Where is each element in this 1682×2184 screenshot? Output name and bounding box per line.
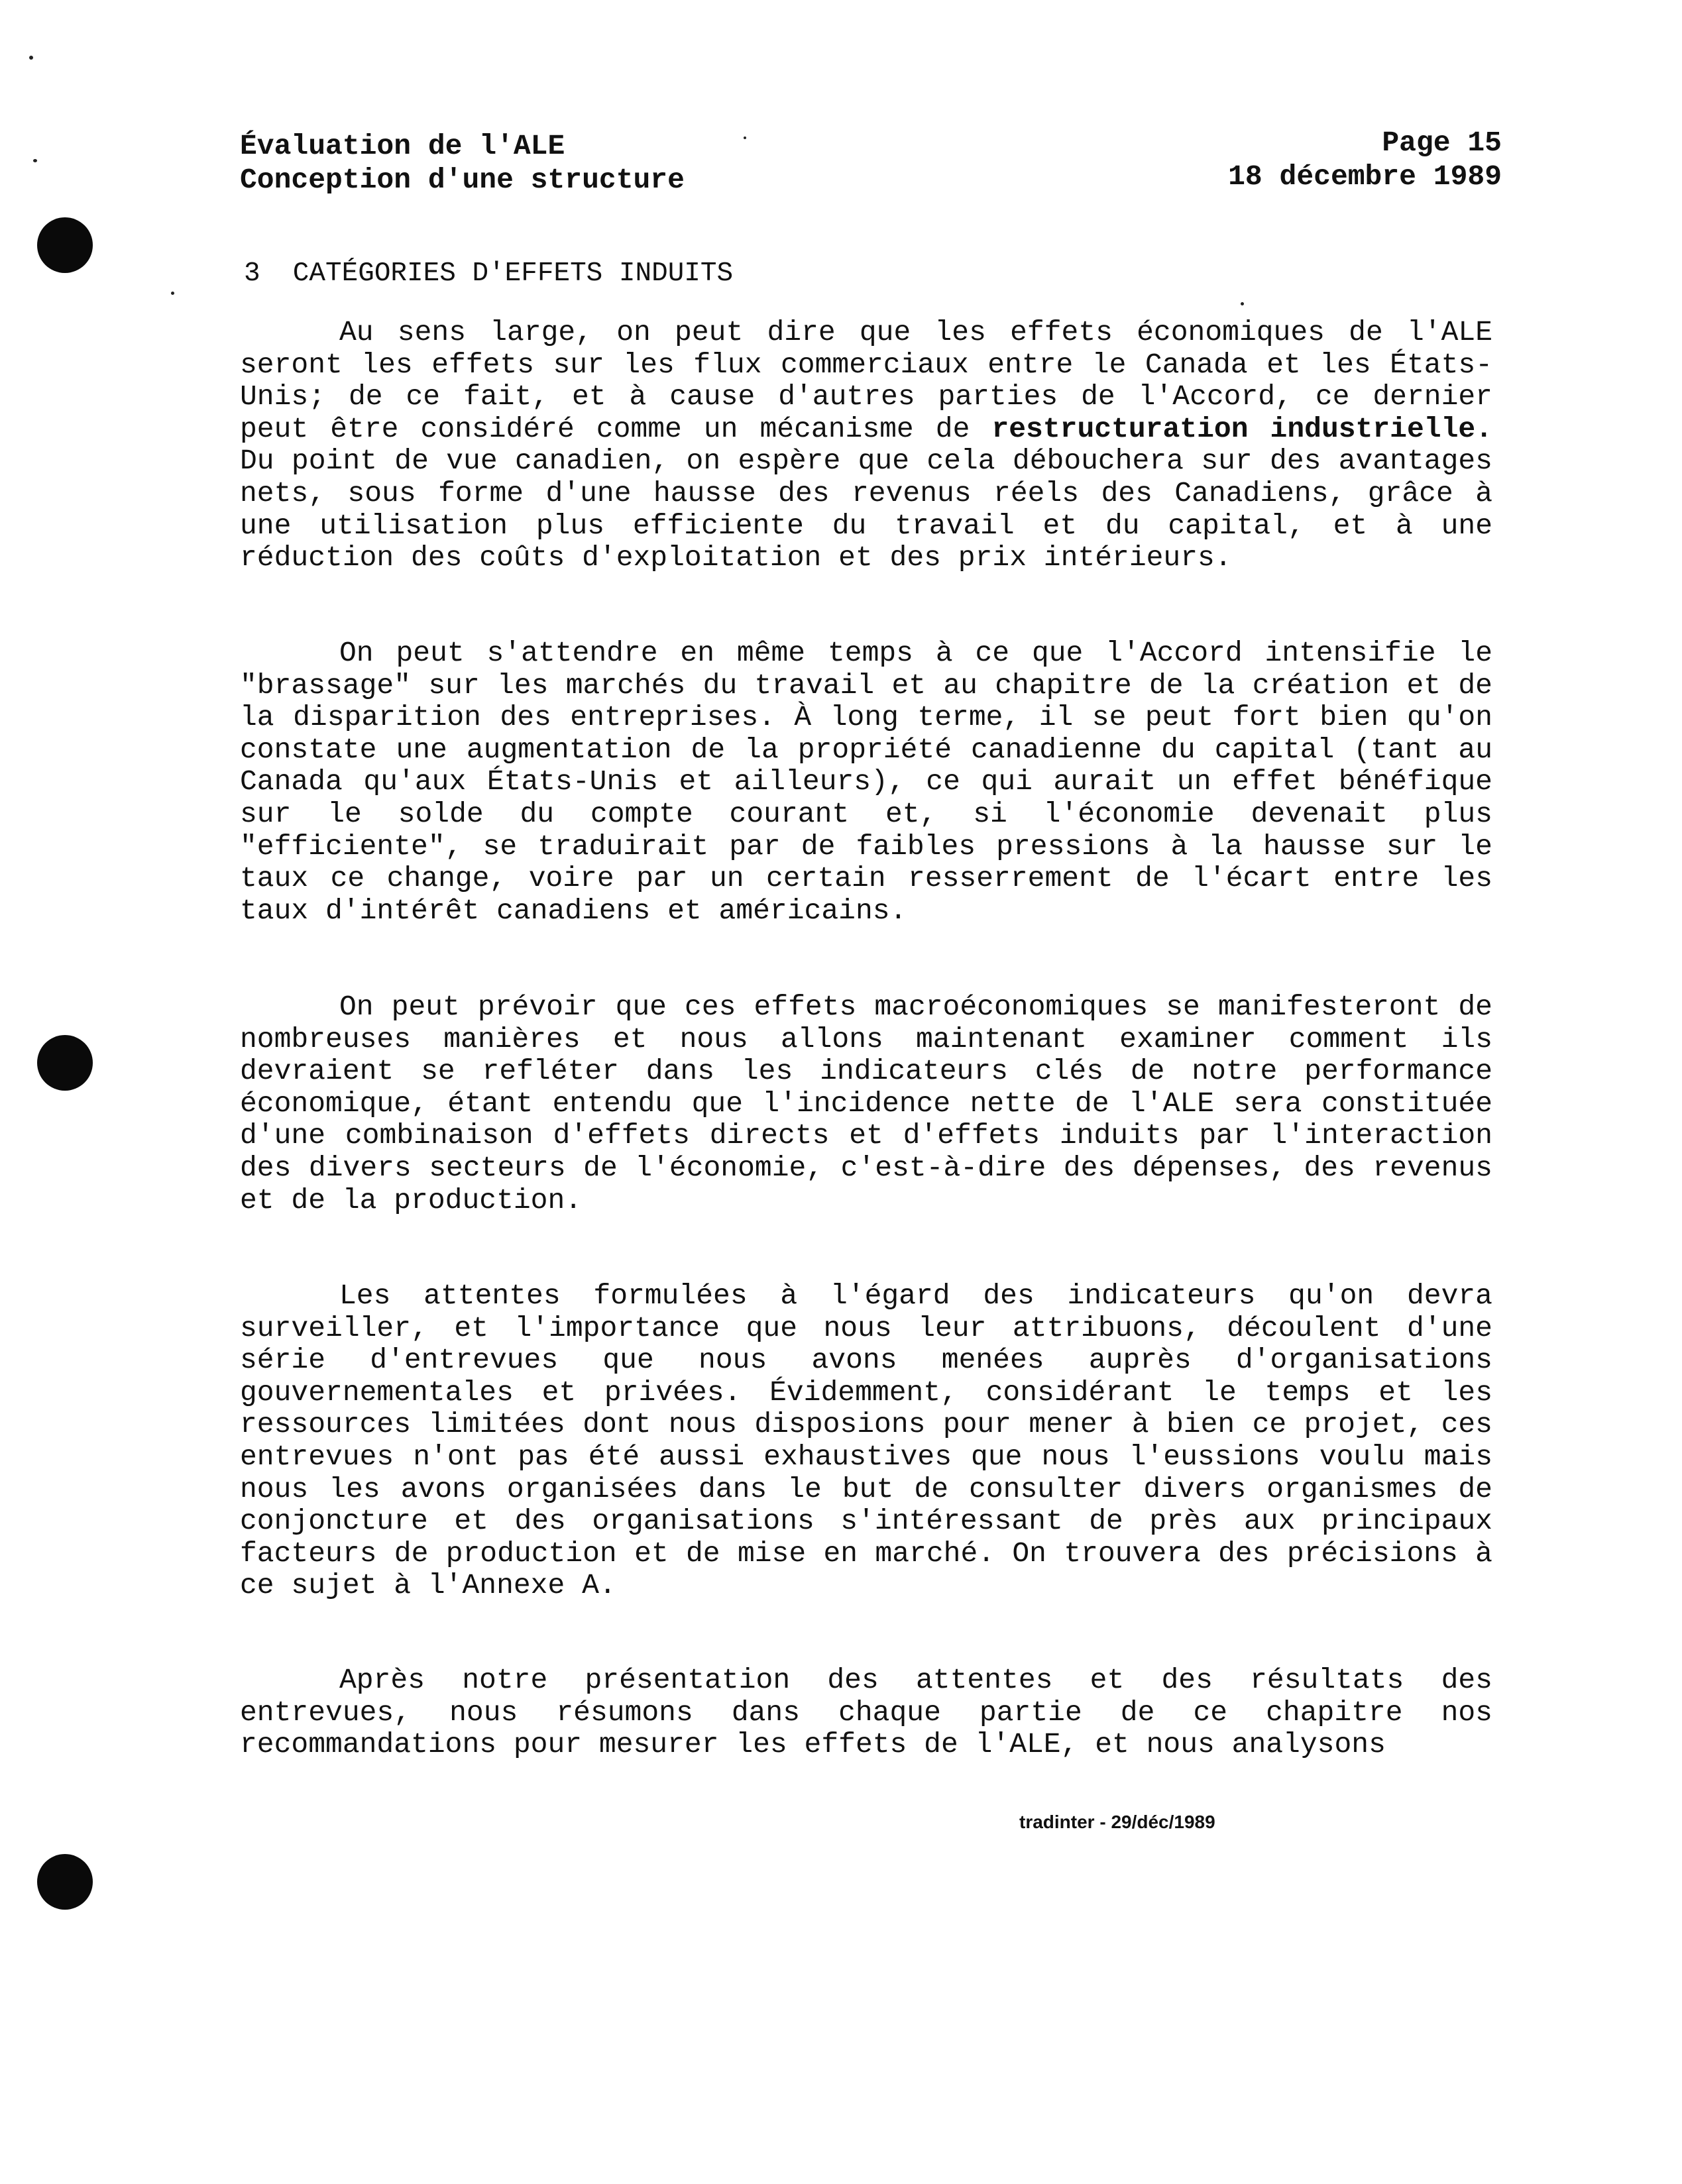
paragraph (240, 317, 1492, 574)
paragraph: Les attentes formulées à l'égard des indicateurs qu'on devra surveiller, et l'importance que nous leur attribuons, découlent d'une série d'entrevues que nous avons menées auprès d'organisations gouvernementales et privées. Évidemment, considérant le temps et les ressources limitées dont nous disposions pour mener à bien ce projet, ces entrevues n'ont pas été aussi exhaustives que nous l'eussions voulu mais nous les avons organisées dans le but de consulter divers organismes de conjoncture et des organisations s'intéressant de près aux principaux facteurs de production et de mise en marché. On trouvera des précisions à ce sujet à l'Annexe A. (240, 1280, 1492, 1602)
emphasized-text: restructuration industrielle. (991, 412, 1492, 445)
document-title: Évaluation de l'ALE (240, 130, 565, 162)
scan-speck (33, 159, 37, 162)
paragraph: On peut s'attendre en même temps à ce que l'Accord intensifie le "brassage" sur les marchés du travail et au chapitre de la création et de la disparition des entreprises. À long terme, il se peut fort bien qu'on constate une augmentation de la propriété canadienne du capital (tant au Canada qu'aux États-Unis et ailleurs), ce qui aurait un effet bénéfique sur le solde du compte courant et, si l'économie devenait plus "efficiente", se traduirait par de faibles pressions à la hausse sur le taux ce change, voire par un certain resserrement de l'écart entre les taux d'intérêt canadiens et américains. (240, 637, 1492, 927)
scan-speck (1241, 302, 1244, 305)
paragraph-1-block (240, 317, 1492, 574)
paragraph-2-block (240, 637, 1492, 927)
page-footer: tradinter - 29/déc/1989 (1019, 1812, 1215, 1832)
scan-speck (744, 136, 746, 139)
document-title-block (240, 129, 685, 197)
punch-hole-bottom (37, 1854, 93, 1910)
punch-hole-top (37, 217, 93, 273)
page-number: Page 15 (1382, 127, 1502, 159)
scan-speck (171, 292, 174, 295)
section-heading: 3 CATÉGORIES D'EFFETS INDUITS (244, 258, 734, 289)
paragraph-text: Au sens large, on peut dire que les effets économiques de l'ALE seront les effets sur les flux commerciaux entre le Canada et les États-Unis; de ce fait, et à cause d'autres parties de l'Accord, ce dernier peut être considéré comme un mécanisme de (240, 316, 1492, 445)
paragraph: Après notre présentation des attentes et des résultats des entrevues, nous résumons dans chaque partie de ce chapitre nos recommandations pour mesurer les effets de l'ALE, et nous analysons (240, 1664, 1492, 1761)
paragraph-5-block (240, 1665, 1492, 1761)
punch-hole-middle (37, 1035, 93, 1091)
page-info-block (1228, 126, 1502, 193)
document-date: 18 décembre 1989 (1228, 160, 1502, 193)
paragraph-text: Du point de vue canadien, on espère que cela débouchera sur des avantages nets, sous forme d'une hausse des revenus réels des Canadiens, grâce à une utilisation plus efficiente du travail et du capital, et à une réduction des coûts d'exploitation et des prix intérieurs. (240, 445, 1492, 574)
paragraph-3-block (240, 991, 1492, 1217)
paragraph-4-block (240, 1280, 1492, 1602)
document-subtitle: Conception d'une structure (240, 164, 685, 196)
paragraph: On peut prévoir que ces effets macroéconomiques se manifesteront de nombreuses manières et nous allons maintenant examiner comment ils devraient se refléter dans les indicateurs clés de notre performance économique, étant entendu que l'incidence nette de l'ALE sera constituée d'une combinaison d'effets directs et d'effets induits par l'interaction des divers secteurs de l'économie, c'est-à-dire des dépenses, des revenus et de la production. (240, 991, 1492, 1217)
scan-speck (29, 56, 33, 60)
